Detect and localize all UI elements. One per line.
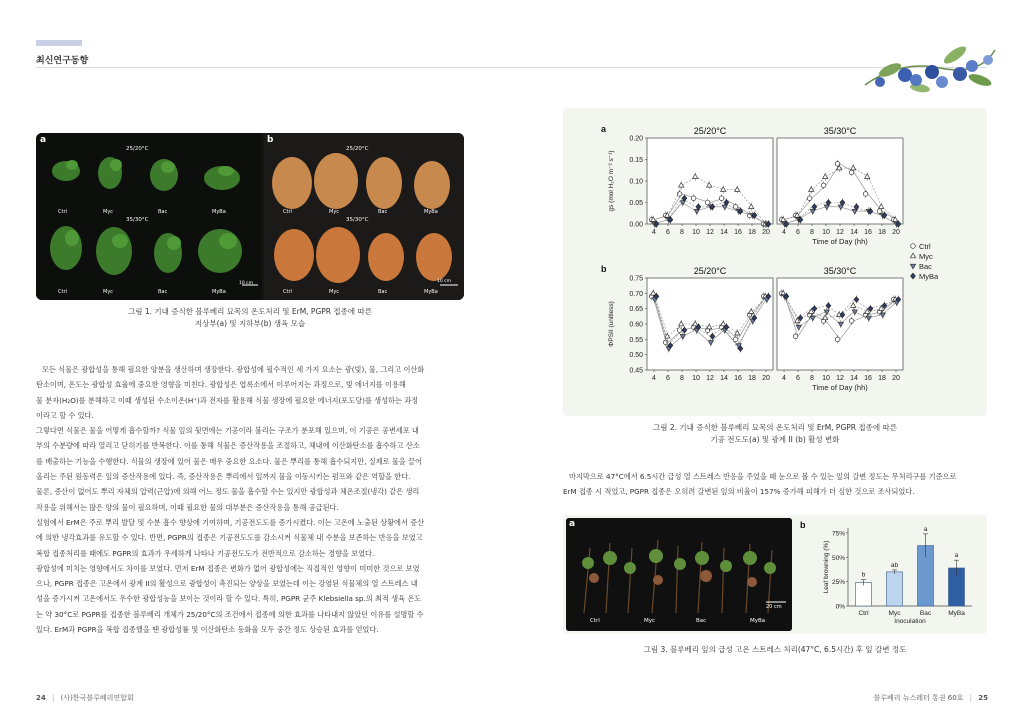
footer-left-page: 24 xyxy=(36,694,46,702)
figure1-photo xyxy=(36,133,464,300)
x-tick-label: 8 xyxy=(680,229,684,236)
legend-label-myba: MyBa xyxy=(919,272,939,281)
x-tick-label: 4 xyxy=(652,375,656,382)
bar-myc xyxy=(887,572,903,606)
fig2-a-temp-right: 35/30°C xyxy=(823,126,857,136)
fig3-ylabel: Leaf browning (%) xyxy=(823,540,830,594)
fig1-b-label-myba: MyBa xyxy=(424,209,438,215)
x-tick-label: Ctrl xyxy=(858,610,869,617)
y-tick-label: 0.00 xyxy=(629,221,643,229)
footer-right: 블루베리 뉴스레터 통권 60호 | 25 xyxy=(873,694,988,702)
x-tick-label: 16 xyxy=(864,229,872,236)
figure2-chart xyxy=(563,108,987,416)
y-tick-label: 25% xyxy=(831,579,845,587)
fig2-a-ylabel: gs (mol H₂O m⁻² s⁻¹) xyxy=(608,150,615,212)
fig2-caption-line1: 그림 2. 기내 증식한 블루베리 묘목의 온도처리 및 ErM, PGPR 접종에 따른 xyxy=(652,423,897,432)
y-tick-label: 0.15 xyxy=(629,157,643,164)
fig3-label-myba: MyBa xyxy=(750,618,766,624)
x-tick-label: 12 xyxy=(706,375,714,382)
left-text-line: 작용을 위해서는 많은 양의 물이 필요하며, 이때 필요한 물의 대부분은 증산작용을 통해 공급된다. xyxy=(36,502,339,512)
data-point-ctrl xyxy=(863,192,868,197)
data-point-ctrl xyxy=(849,319,854,324)
legend-label-myc: Myc xyxy=(919,252,933,261)
left-text-line: 에 의한 냉각효과를 유도할 수 있다. 반면, PGPR의 접종은 기공전도도를 감소시켜 식물체 내 수분을 보존하는 반응을 보였고 xyxy=(36,533,423,543)
fig2-panel-a-label: a xyxy=(601,124,607,134)
section-title: 최신연구동향 xyxy=(36,56,89,66)
legend-marker-myc xyxy=(910,253,915,258)
x-tick-label: Myc xyxy=(888,610,901,617)
left-text-line: 있다. ErM과 PGPR을 복합 접종했을 땐 광합성률 및 이산화탄소 동화율 모두 중간 정도 상승된 효과를 얻었다. xyxy=(36,625,379,635)
figure2-caption xyxy=(563,422,987,446)
significance-letter: b xyxy=(861,571,866,579)
fig2-legend xyxy=(910,242,939,281)
plot-panel xyxy=(647,278,773,382)
fig2-b-temp-right: 35/30°C xyxy=(823,266,857,276)
left-body-text xyxy=(36,362,466,637)
figure1-caption xyxy=(36,306,464,330)
fig2-a-xlabel: Time of Day (hh) xyxy=(812,237,868,246)
x-tick-label: 10 xyxy=(822,229,830,236)
y-tick-label: 0.75 xyxy=(629,275,643,283)
x-tick-label: 4 xyxy=(652,229,656,236)
fig3-scale: 20 cm xyxy=(766,604,782,610)
significance-letter: a xyxy=(954,552,959,560)
data-point-ctrl xyxy=(793,334,798,339)
x-tick-label: 6 xyxy=(666,375,670,382)
fig2-b-ylabel: ΦPSII (unitless) xyxy=(608,301,615,347)
right-body-text xyxy=(563,469,991,500)
data-point-ctrl xyxy=(821,183,826,188)
fig2-b-xlabel: Time of Day (hh) xyxy=(812,383,868,392)
y-tick-label: 0.70 xyxy=(629,290,643,298)
x-tick-label: MyBa xyxy=(948,610,965,617)
y-tick-label: 0.10 xyxy=(629,178,643,186)
y-axis-b xyxy=(629,276,647,375)
fig1-a-bottom-temp: 35/30°C xyxy=(126,217,149,223)
left-text-line: 는 약 30°C로 PGPR를 접종한 블루베리 개체가 25/20°C의 조건에서 접종에 의한 효과를 나타내지 않았던 이유를 설명할 수 xyxy=(36,609,424,619)
fig2-caption-line2: 기공 전도도(a) 및 광계 II (b) 활성 변화 xyxy=(710,435,840,444)
y-axis-a xyxy=(629,136,647,229)
x-tick-label: 10 xyxy=(692,229,700,236)
fig1-b2-label-myba: MyBa xyxy=(424,289,438,295)
data-point-ctrl xyxy=(677,328,682,333)
header-accent-bar xyxy=(36,40,82,46)
right-text-line: ErM 접종 시 적었고, PGPR 접종은 오히려 갈변된 잎의 비율이 157% 증가해 피해가 더 심한 것으로 조사되었다. xyxy=(563,487,915,497)
x-tick-label: 8 xyxy=(810,375,814,382)
x-tick-label: 6 xyxy=(796,229,800,236)
fig1-scale-a: 10 cm xyxy=(239,281,254,286)
x-tick-label: 20 xyxy=(892,229,900,236)
x-tick-label: 6 xyxy=(796,375,800,382)
fig3-label-bac: Bac xyxy=(696,618,707,624)
left-text-line: 부의 수분량에 따라 열리고 닫히기를 반복한다. 이를 통해 식물은 증산작용을 조절하고, 체내에 이산화탄소를 흡수하고 산소 xyxy=(36,441,420,451)
left-text-line: 성을 증가시켜 고온에서도 우수한 광합성능을 보이는 것이라 할 수 있다. 특히, PGPR 균주 Klebsiella sp.의 최적 생육 온도 xyxy=(36,594,422,604)
x-tick-label: 18 xyxy=(878,375,886,382)
x-tick-label: 8 xyxy=(680,375,684,382)
x-tick-label: 14 xyxy=(720,229,728,236)
left-text-line: 를 배출하는 기능을 수행한다. 식물의 생장에 있어 물은 매우 중요한 요소다. 물은 뿌리를 통해 흡수되지만, 실제로 물을 끌어 xyxy=(36,456,422,466)
data-point-ctrl xyxy=(733,205,738,210)
fig1-caption-line1: 그림 1. 기내 증식한 블루베리 묘목의 온도처리 및 ErM, PGPR 접종에 따른 xyxy=(127,307,372,316)
footer-right-title: 블루베리 뉴스레터 통권 60호 xyxy=(873,694,964,702)
legend-label-bac: Bac xyxy=(919,262,932,271)
plot-panel xyxy=(777,278,903,382)
x-tick-label: 12 xyxy=(836,375,844,382)
plot-panel xyxy=(647,138,773,236)
fig2-a-temp-left: 25/20°C xyxy=(693,126,727,136)
x-tick-label: 10 xyxy=(692,375,700,382)
fig2-b-temp-left: 25/20°C xyxy=(693,266,727,276)
fig1-panel-b-label: b xyxy=(267,135,274,145)
legend-marker-bac xyxy=(910,264,915,269)
y-tick-label: 0.65 xyxy=(629,306,643,314)
fig1-a2-label-myba: MyBa xyxy=(212,289,226,295)
legend-marker-myba xyxy=(911,273,916,279)
legend-label-ctrl: Ctrl xyxy=(919,242,931,251)
x-tick-label: 18 xyxy=(748,229,756,236)
x-tick-label: Bac xyxy=(919,610,932,617)
footer-left-org: (사)한국블루베리연합회 xyxy=(60,694,134,702)
fig1-b-label-myc: Myc xyxy=(329,209,340,215)
x-tick-label: 14 xyxy=(850,229,858,236)
left-text-line: 이라고 할 수 있다. xyxy=(36,410,94,420)
fig1-a-label-bac: Bac xyxy=(158,209,168,215)
left-text-line: 그렇다면 식물은 물을 어떻게 흡수할까? 식물 잎의 뒷면에는 기공이라 불리는 구조가 분포해 있으며, 이 기공은 공변세포 내 xyxy=(36,426,419,436)
data-point-ctrl xyxy=(835,337,840,342)
x-tick-label: 6 xyxy=(666,229,670,236)
fig3-label-myc: Myc xyxy=(644,618,656,624)
x-tick-label: 16 xyxy=(734,375,742,382)
fig1-b2-label-bac: Bac xyxy=(378,289,388,295)
y-tick-label: 0% xyxy=(835,603,845,611)
figure3-caption: 그림 3. 블루베리 잎의 급성 고온 스트레스 처리(47°C, 6.5시간) 후 잎 갈변 정도 xyxy=(643,645,907,654)
fig1-b2-label-myc: Myc xyxy=(329,289,340,295)
figure3-photo xyxy=(566,518,792,631)
fig1-b-top-temp: 25/20°C xyxy=(346,146,369,152)
y-tick-label: 0.45 xyxy=(629,367,643,375)
left-text-line: 광합성에 미치는 영향에서도 차이를 보였다. 먼저 ErM 접종은 변화가 없어 광합성에는 직접적인 영향이 미미한 것으로 보였 xyxy=(36,563,420,573)
plot-panel xyxy=(777,138,903,236)
fig1-b-label-bac: Bac xyxy=(378,209,388,215)
y-tick-label: 0.55 xyxy=(629,336,643,344)
left-text-line: 물 분자(H₂O)를 분해하고 이때 생성된 수소이온(H⁺)과 전자를 활용해 식물 생장에 필요한 에너지(포도당)를 생성하는 과정 xyxy=(36,395,419,405)
right-text-line: 마지막으로 47°C에서 6.5시간 급성 열 스트레스 반응을 주었을 때 눈으로 볼 수 있는 잎의 갈변 정도는 무처리구를 기준으로 xyxy=(569,472,957,481)
fig1-a-top-temp: 25/20°C xyxy=(126,146,149,152)
x-tick-label: 16 xyxy=(734,229,742,236)
data-point-ctrl xyxy=(705,200,710,205)
left-text-line: 으나, PGPR 접종은 고온에서 광계 II의 활성으로 광합성이 촉진되는 양상을 보였는데 이는 강염된 식물체의 열 스트레스 내 xyxy=(36,579,418,589)
fig1-b2-label-ctrl: Ctrl xyxy=(283,289,292,295)
y-tick-label: 0.50 xyxy=(629,352,643,360)
fig1-b-label-ctrl: Ctrl xyxy=(283,209,292,215)
x-tick-label: 4 xyxy=(782,229,786,236)
header-divider xyxy=(36,67,986,68)
y-tick-label: 50% xyxy=(831,554,845,562)
x-tick-label: 12 xyxy=(836,229,844,236)
x-tick-label: 20 xyxy=(762,229,770,236)
fig1-a2-label-myc: Myc xyxy=(103,289,114,295)
fig3-panel-a-label: a xyxy=(569,519,576,529)
fig3-xlabel: Inoculation xyxy=(894,618,926,625)
x-tick-label: 20 xyxy=(892,375,900,382)
fig1-a-label-ctrl: Ctrl xyxy=(58,209,67,215)
significance-letter: a xyxy=(923,525,928,533)
fig1-b-bottom-temp: 35/30°C xyxy=(346,217,369,223)
data-point-ctrl xyxy=(719,196,724,201)
left-text-line: 물론, 증산이 없어도 뿌리 자체의 압력(근압)에 의해 어느 정도 물을 흡수할 수는 있지만 광합성과 체온조절(냉각) 같은 생리 xyxy=(36,487,420,497)
fig3-plot xyxy=(832,526,972,617)
left-text-line: 모든 식물은 광합성을 통해 필요한 양분을 생산하며 생장한다. 광합성에 필수적인 세 가지 요소는 광(빛), 물, 그리고 이산화 xyxy=(42,365,425,374)
footer-left: 24 | (사)한국블루베리연합회 xyxy=(36,694,134,702)
x-tick-label: 14 xyxy=(850,375,858,382)
fig1-a-label-myba: MyBa xyxy=(212,209,226,215)
x-tick-label: 18 xyxy=(878,229,886,236)
bar-ctrl xyxy=(856,583,872,606)
blueberry-illustration xyxy=(860,30,1000,100)
left-text-line: 탄소이며, 온도는 광합성 효율에 중요한 영향을 미친다. 광합성은 엽록소에서 이루어지는 과정으로, 빛 에너지를 이용해 xyxy=(36,380,406,390)
x-tick-label: 10 xyxy=(822,375,830,382)
figure3-bar-chart xyxy=(796,518,982,631)
y-tick-label: 0.60 xyxy=(629,321,643,329)
x-tick-label: 16 xyxy=(864,375,872,382)
fig3-panel-b-label: b xyxy=(800,520,806,530)
fig1-a2-label-ctrl: Ctrl xyxy=(58,289,67,295)
y-tick-label: 0.20 xyxy=(629,135,643,143)
x-tick-label: 4 xyxy=(782,375,786,382)
fig1-caption-line2: 지상부(a) 및 지하부(b) 생육 모습 xyxy=(194,319,306,328)
fig1-panel-a-label: a xyxy=(40,135,47,145)
x-tick-label: 14 xyxy=(720,375,728,382)
left-text-line: 실험에서 ErM은 주로 뿌리 발달 및 수분 흡수 향상에 기여하며, 기공전도도를 증가시켰다. 이는 고온에 노출된 상황에서 증산 xyxy=(36,517,425,527)
fig1-scale-b: 10 cm xyxy=(437,279,452,284)
y-tick-label: 0.05 xyxy=(629,200,643,207)
x-tick-label: 12 xyxy=(706,229,714,236)
legend-marker-ctrl xyxy=(911,244,916,249)
fig3-label-ctrl: Ctrl xyxy=(590,618,600,624)
left-text-line: 복합 접종처리를 때에도 PGPR의 효과가 우세하게 나타나 기공전도도가 전반적으로 감소하는 경향을 보였다. xyxy=(36,548,375,558)
x-tick-label: 18 xyxy=(748,375,756,382)
fig2-panel-b-label: b xyxy=(601,264,607,274)
significance-letter: ab xyxy=(890,561,899,569)
footer-right-page: 25 xyxy=(978,694,988,702)
x-tick-label: 20 xyxy=(762,375,770,382)
y-tick-label: 75% xyxy=(831,530,845,538)
data-point-ctrl xyxy=(677,192,682,197)
left-text-line: 올리는 주된 원동력은 잎의 증산작용에 있다. 즉, 증산작용은 뿌리에서 잎까지 물을 이동시키는 펌프와 같은 역할을 한다. xyxy=(36,472,411,482)
data-point-ctrl xyxy=(691,196,696,201)
x-tick-label: 8 xyxy=(810,229,814,236)
fig1-a-label-myc: Myc xyxy=(103,209,114,215)
fig1-a2-label-bac: Bac xyxy=(158,289,168,295)
